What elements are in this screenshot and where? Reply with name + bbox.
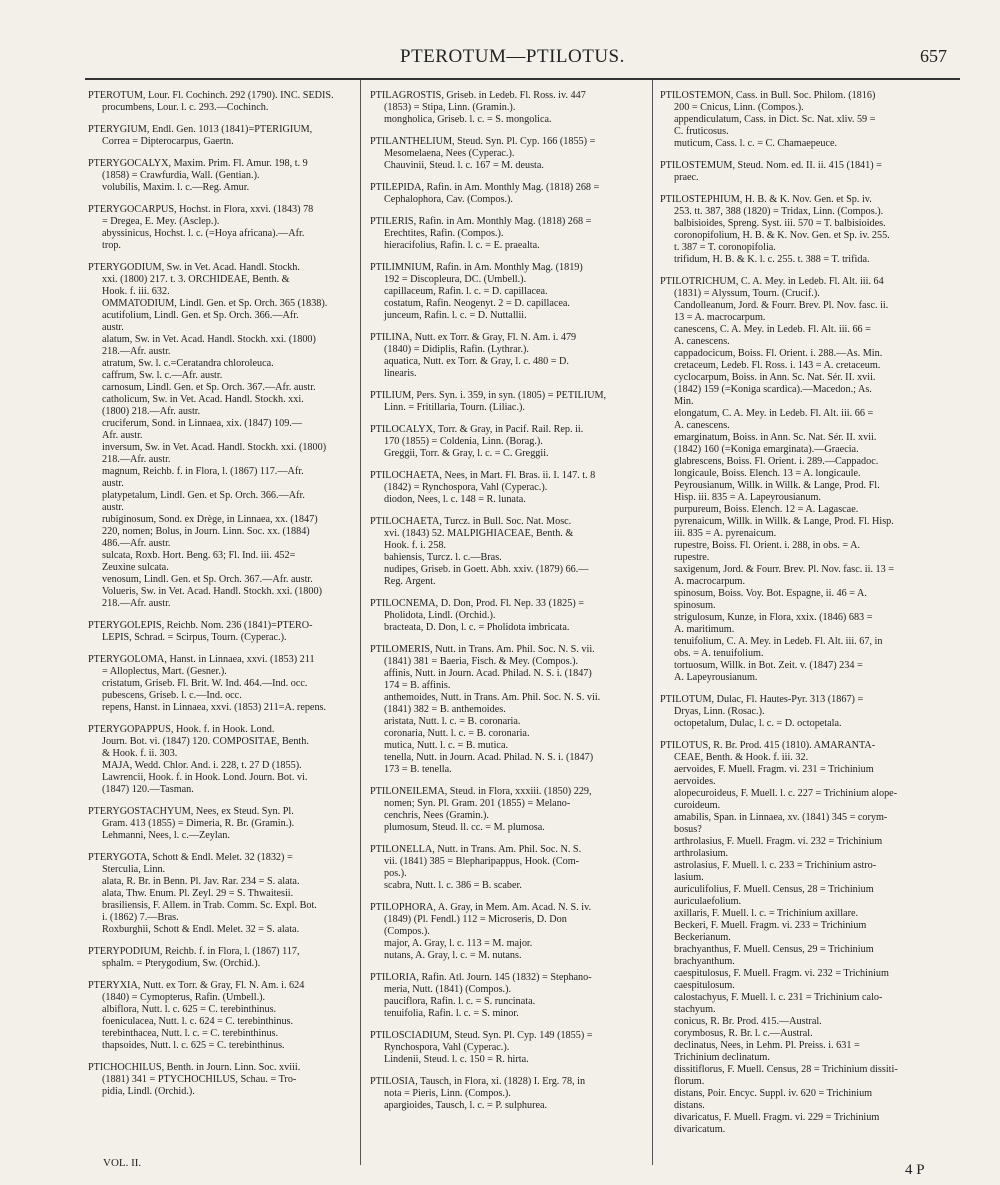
entry-line: spinosum. (674, 600, 716, 611)
entry-line: austr. (102, 478, 124, 489)
entry-headword-line: PTICHOCHILUS, Benth. in Journ. Linn. Soc. xviii. (88, 1062, 301, 1073)
entry-line: plumosum, Steud. ll. cc. = M. plumosa. (384, 822, 545, 833)
entry-line: 218.—Afr. austr. (102, 454, 171, 465)
entry-line: 253. tt. 387, 388 (1820) = Tridax, Linn. (Compos.). (674, 206, 884, 217)
entry-headword-line: PTILOTRICHUM, C. A. Mey. in Ledeb. Fl. Alt. iii. 64 (660, 276, 884, 287)
entry-line: 173 = B. tenella. (384, 764, 452, 775)
entry-headword-line: PTERYGOLOMA, Hanst. in Linnaea, xxvi. (1853) 211 (88, 654, 315, 665)
entry-headword-line: PTERYGOSTACHYUM, Nees, ex Steud. Syn. Pl. (88, 806, 294, 817)
entry-line: (1842) 160 (=Koniga emarginata).—Graecia. (674, 444, 859, 455)
entry-line: Erechtites, Rafin. (Compos.). (384, 228, 504, 239)
entry-line: Zeuxine sulcata. (102, 562, 169, 573)
column-3 (660, 90, 960, 1146)
entry-line: 170 (1855) = Coldenia, Linn. (Borag.). (384, 436, 543, 447)
entry-line: anthemoides, Nutt. in Trans. Am. Phil. Soc. N. S. vii. (384, 692, 601, 703)
entry-line: aquatica, Nutt. ex Torr. & Gray, l. c. 480 = D. (384, 356, 569, 367)
entry-line: Trichinium declinatum. (674, 1052, 770, 1063)
entry-line: linearis. (384, 368, 417, 379)
entry-headword-line: PTERYGOLEPIS, Reichb. Nom. 236 (1841)=PTERO- (88, 620, 313, 631)
entry-line: diodon, Nees, l. c. 148 = R. lunata. (384, 494, 526, 505)
dictionary-entry (370, 644, 645, 776)
entry-line: Dryas, Linn. (Rosac.). (674, 706, 765, 717)
entry-headword-line: PTERYGOCARPUS, Hochst. in Flora, xxvi. (1843) 78 (88, 204, 314, 215)
entry-headword-line: PTILOSTEPHIUM, H. B. & K. Nov. Gen. et Sp. iv. (660, 194, 872, 205)
entry-headword-line: PTILOCALYX, Torr. & Gray, in Pacif. Rail. Rep. ii. (370, 424, 584, 435)
dictionary-entry (370, 262, 645, 322)
entry-line: vii. (1841) 385 = Blepharipappus, Hook. (Com- (384, 856, 580, 867)
entry-line: apargioides, Tausch, l. c. = P. sulphurea. (384, 1100, 548, 1111)
entry-line: amabilis, Span. in Linnaea, xv. (1841) 345 = corym- (674, 812, 888, 823)
entry-line: (Compos.). (384, 926, 430, 937)
entry-headword-line: PTILANTHELIUM, Steud. Syn. Pl. Cyp. 166 (1855) = (370, 136, 596, 147)
entry-line: Pholidota, Lindl. (Orchid.). (384, 610, 496, 621)
entry-line: Correa = Dipterocarpus, Gaertn. (102, 136, 234, 147)
dictionary-entry (370, 902, 645, 962)
dictionary-entry (660, 694, 960, 730)
entry-line: divaricatum. (674, 1124, 726, 1135)
entry-line: carnosum, Lindl. Gen. et Sp. Orch. 367.—Afr. austr. (102, 382, 316, 393)
entry-headword-line: PTILERIS, Rafin. in Am. Monthly Mag. (1818) 268 = (370, 216, 592, 227)
entry-line: Sterculia, Linn. (102, 864, 166, 875)
entry-headword-line: PTERYGIUM, Endl. Gen. 1013 (1841)=PTERIGIUM, (88, 124, 313, 135)
dictionary-entry (660, 194, 960, 266)
entry-line: austr. (102, 322, 124, 333)
entry-line: (1881) 341 = PTYCHOCHILUS, Schau. = Tro- (102, 1074, 297, 1085)
entry-line: alata, R. Br. in Benn. Pl. Jav. Rar. 234 = S. alata. (102, 876, 300, 887)
entry-line: rupestre. (674, 552, 710, 563)
entry-line: (1849) (Pl. Fendl.) 112 = Microseris, D. Don (384, 914, 567, 925)
entry-line: platypetalum, Lindl. Gen. et Sp. Orch. 366.—Afr. (102, 490, 305, 501)
entry-headword-line: PTILOCHAETA, Nees, in Mart. Fl. Bras. ii. I. 147. t. 8 (370, 470, 596, 481)
entry-line: acutifolium, Lindl. Gen. et Sp. Orch. 366.—Afr. (102, 310, 299, 321)
entry-headword-line: PTILOMERIS, Nutt. in Trans. Am. Phil. Soc. N. S. vii. (370, 644, 595, 655)
entry-headword-line: PTILIMNIUM, Rafin. in Am. Monthly Mag. (1819) (370, 262, 583, 273)
entry-line: glabrescens, Boiss. Fl. Orient. i. 289.—Cappadoc. (674, 456, 879, 467)
entry-line: Peyrousianum, Willk. in Willk. & Lange, Prod. Fl. (674, 480, 880, 491)
entry-line: saxigenum, Jord. & Fourr. Brev. Pl. Nov. fasc. ii. 13 = (674, 564, 895, 575)
entry-line: atratum, Sw. l. c.=Ceratandra chloroleuca. (102, 358, 274, 369)
entry-line: caespitulosus, F. Muell. Fragm. vi. 232 = Trichinium (674, 968, 889, 979)
entry-line: cruciferum, Sond. in Linnaea, xix. (1847) 109.— (102, 418, 303, 429)
entry-line: tortuosum, Willk. in Bot. Zeit. v. (1847) 234 = (674, 660, 863, 671)
dictionary-entry (660, 740, 960, 1136)
entry-line: abyssinicus, Hochst. l. c. (=Hoya africana).—Afr. (102, 228, 305, 239)
entry-line: (1841) 382 = B. anthemoides. (384, 704, 506, 715)
entry-line: A. canescens. (674, 420, 730, 431)
entry-line: i. (1862) 7.—Bras. (102, 912, 179, 923)
dictionary-entry (88, 620, 355, 644)
entry-line: balbisioides, Spreng. Syst. iii. 570 = T. balbisioides. (674, 218, 886, 229)
entry-headword-line: PTILAGROSTIS, Griseb. in Ledeb. Fl. Ross. iv. 447 (370, 90, 586, 101)
header-rule (85, 78, 960, 80)
entry-line: = Dregea, E. Mey. (Asclep.). (102, 216, 220, 227)
entry-headword-line: PTILIUM, Pers. Syn. i. 359, in syn. (1805) = PETILIUM, (370, 390, 607, 401)
entry-line: Beckerianum. (674, 932, 731, 943)
entry-headword-line: PTILONEILEMA, Steud. in Flora, xxxiii. (1850) 229, (370, 786, 592, 797)
entry-headword-line: PTILOTUS, R. Br. Prod. 415 (1810). AMARANTA- (660, 740, 876, 751)
dictionary-entry (370, 972, 645, 1020)
entry-headword-line: PTILOSIA, Tausch, in Flora, xi. (1828) I. Erg. 78, in (370, 1076, 586, 1087)
entry-line: (1840) = Cymopterus, Rafin. (Umbell.). (102, 992, 266, 1003)
dictionary-entry (370, 786, 645, 834)
dictionary-entry (370, 470, 645, 506)
entry-line: A. macrocarpum. (674, 576, 745, 587)
entry-line: (1842) 159 (=Koniga scardica).—Macedon.; As. (674, 384, 872, 395)
entry-line: Lawrencii, Hook. f. in Hook. Lond. Journ. Bot. vi. (102, 772, 308, 783)
entry-headword-line: PTILOSTEMON, Cass. in Bull. Soc. Philom. (1816) (660, 90, 876, 101)
entry-line: arthrolasius, F. Muell. Fragm. vi. 232 = Trichinium (674, 836, 883, 847)
dictionary-entry (88, 946, 355, 970)
entry-line: (1842) = Rynchospora, Vahl (Cyperac.). (384, 482, 548, 493)
entry-headword-line: PTERYPODIUM, Reichb. f. in Flora, l. (1867) 117, (88, 946, 300, 957)
running-title: PTEROTUM—PTILOTUS. (400, 46, 625, 67)
entry-line: pos.). (384, 868, 407, 879)
page-number: 657 (920, 46, 947, 66)
entry-line: xvi. (1843) 52. MALPIGHIACEAE, Benth. & (384, 528, 574, 539)
entry-headword-line: PTERYGOPAPPUS, Hook. f. in Hook. Lond. (88, 724, 275, 735)
entry-line: junceum, Rafin. l. c. = D. Nuttallii. (384, 310, 527, 321)
entry-line: (1831) = Alyssum, Tourn. (Crucif.). (674, 288, 820, 299)
entry-line: 218.—Afr. austr. (102, 598, 171, 609)
entry-headword-line: PTILEPIDA, Rafin. in Am. Monthly Mag. (1818) 268 = (370, 182, 600, 193)
dictionary-entry (370, 424, 645, 460)
dictionary-entry (370, 1076, 645, 1112)
entry-line: Chauvinii, Steud. l. c. 167 = M. deusta. (384, 160, 544, 171)
entry-line: costatum, Rafin. Neogenyt. 2 = D. capillacea. (384, 298, 570, 309)
entry-line: Cephalophora, Cav. (Compos.). (384, 194, 513, 205)
entry-line: catholicum, Sw. in Vet. Acad. Handl. Stockh. xxi. (102, 394, 304, 405)
entry-line: rupestre, Boiss. Fl. Orient. i. 288, in obs. = A. (674, 540, 861, 551)
entry-headword-line: PTILOSTEMUM, Steud. Nom. ed. II. ii. 415 (1841) = (660, 160, 882, 171)
entry-line: obs. = A. tenuifolium. (674, 648, 764, 659)
entry-line: strigulosum, Kunze, in Flora, xxix. (1846) 683 = (674, 612, 873, 623)
entry-line: A. Lapeyrousianum. (674, 672, 758, 683)
entry-line: divaricatus, F. Muell. Fragm. vi. 229 = Trichinium (674, 1112, 880, 1123)
entry-line: (1840) = Didiplis, Rafin. (Lythrar.). (384, 344, 529, 355)
entry-line: scabra, Nutt. l. c. 386 = B. scaber. (384, 880, 522, 891)
entry-line: trop. (102, 240, 121, 251)
entry-headword-line: PTERYGODIUM, Sw. in Vet. Acad. Handl. Stockh. (88, 262, 300, 273)
entry-line: caffrum, Sw. l. c.—Afr. austr. (102, 370, 223, 381)
entry-line: Candolleanum, Jord. & Fourr. Brev. Pl. Nov. fasc. ii. (674, 300, 889, 311)
entry-line: Roxburghii, Schott & Endl. Melet. 32 = S. alata. (102, 924, 300, 935)
signature-mark: 4 P (905, 1162, 925, 1178)
dictionary-entry (88, 262, 355, 610)
entry-line: sphalm. = Pterygodium, Sw. (Orchid.). (102, 958, 261, 969)
entry-line: praec. (674, 172, 699, 183)
entry-line: astrolasius, F. Muell. l. c. 233 = Trichinium astro- (674, 860, 877, 871)
entry-line: trifidum, H. B. & K. l. c. 255. t. 388 = T. trifida. (674, 254, 870, 265)
dictionary-entry (370, 136, 645, 172)
entry-line: bahiensis, Turcz. l. c.—Bras. (384, 552, 502, 563)
entry-line: (1847) 120.—Tasman. (102, 784, 194, 795)
entry-line: aervoides, F. Muell. Fragm. vi. 231 = Trichinium (674, 764, 874, 775)
entry-line: affinis, Nutt. in Journ. Acad. Philad. N. S. i. (1847) (384, 668, 592, 679)
entry-line: nota = Pieris, Linn. (Compos.). (384, 1088, 511, 1099)
entry-line: aervoides. (674, 776, 716, 787)
entry-line: auriculifolius, F. Muell. Census, 28 = Trichinium (674, 884, 874, 895)
entry-line: 218.—Afr. austr. (102, 346, 171, 357)
entry-line: muticum, Cass. l. c. = C. Chamaepeuce. (674, 138, 838, 149)
column-2 (370, 90, 645, 1122)
entry-line: CEAE, Benth. & Hook. f. iii. 32. (674, 752, 809, 763)
entry-line: iii. 835 = A. pyrenaicum. (674, 528, 777, 539)
entry-line: foeniculacea, Nutt. l. c. 624 = C. terebinthinus. (102, 1016, 294, 1027)
entry-line: lasium. (674, 872, 704, 883)
entry-line: Hook. f. iii. 632. (102, 286, 170, 297)
entry-line: major, A. Gray, l. c. 113 = M. major. (384, 938, 533, 949)
entry-line: caespitulosum. (674, 980, 735, 991)
entry-line: mongholica, Griseb. l. c. = S. mongolica. (384, 114, 552, 125)
entry-line: alata, Thw. Enum. Pl. Zeyl. 29 = S. Thwaitesii. (102, 888, 294, 899)
entry-line: xxi. (1800) 217. t. 3. ORCHIDEAE, Benth. & (102, 274, 290, 285)
entry-line: terebinthacea, Nutt. l. c. = C. terebinthinus. (102, 1028, 279, 1039)
volume-label: VOL. II. (103, 1157, 142, 1169)
entry-line: hieracifolius, Rafin. l. c. = E. praealta. (384, 240, 540, 251)
dictionary-entry (88, 1062, 355, 1098)
dictionary-entry (370, 332, 645, 380)
entry-line: elongatum, C. A. Mey. in Ledeb. Fl. Alt. iii. 66 = (674, 408, 874, 419)
entry-headword-line: PTERYXIA, Nutt. ex Torr. & Gray, Fl. N. Am. i. 624 (88, 980, 305, 991)
dictionary-entry (660, 276, 960, 684)
entry-headword-line: PTILOPHORA, A. Gray, in Mem. Am. Acad. N. S. iv. (370, 902, 592, 913)
entry-line: Mesomelaena, Nees (Cyperac.). (384, 148, 515, 159)
dictionary-entry (660, 90, 960, 150)
entry-line: albiflora, Nutt. l. c. 625 = C. terebinthinus. (102, 1004, 277, 1015)
entry-headword-line: PTERYGOTA, Schott & Endl. Melet. 32 (1832) = (88, 852, 293, 863)
entry-line: (1853) = Stipa, Linn. (Gramin.). (384, 102, 516, 113)
entry-line: longicaule, Boiss. Elench. 13 = A. longicaule. (674, 468, 861, 479)
entry-headword-line: PTILONELLA, Nutt. in Trans. Am. Phil. Soc. N. S. (370, 844, 582, 855)
entry-line: Lehmanni, Nees, l. c.—Zeylan. (102, 830, 230, 841)
dictionary-entry (88, 980, 355, 1052)
entry-line: Hisp. iii. 835 = A. Lapeyrousianum. (674, 492, 821, 503)
entry-line: canescens, C. A. Mey. in Ledeb. Fl. Alt. iii. 66 = (674, 324, 871, 335)
entry-line: A. canescens. (674, 336, 730, 347)
entry-line: magnum, Reichb. f. in Flora, l. (1867) 117.—Afr. (102, 466, 304, 477)
dictionary-entry (660, 160, 960, 184)
entry-line: Reg. Argent. (384, 576, 436, 587)
entry-line: volubilis, Maxim. l. c.—Reg. Amur. (102, 182, 250, 193)
entry-line: bosus? (674, 824, 702, 835)
entry-line: Linn. = Fritillaria, Tourn. (Liliac.). (384, 402, 525, 413)
entry-line: aristata, Nutt. l. c. = B. coronaria. (384, 716, 521, 727)
dictionary-entry (88, 124, 355, 148)
entry-line: Afr. austr. (102, 430, 143, 441)
entry-line: distans. (674, 1100, 705, 1111)
entry-line: & Hook. f. ii. 303. (102, 748, 178, 759)
entry-line: capillaceum, Rafin. l. c. = D. capillacea. (384, 286, 548, 297)
entry-line: A. maritimum. (674, 624, 735, 635)
entry-line: alatum, Sw. in Vet. Acad. Handl. Stockh. xxi. (1800) (102, 334, 316, 345)
entry-line: tenella, Nutt. in Journ. Acad. Philad. N. S. i. (1847) (384, 752, 594, 763)
entry-line: cretaceum, Ledeb. Fl. Ross. i. 143 = A. cretaceum. (674, 360, 881, 371)
entry-headword-line: PTILOTUM, Dulac, Fl. Hautes-Pyr. 313 (1867) = (660, 694, 864, 705)
entry-line: curoideum. (674, 800, 721, 811)
entry-line: pidia, Lindl. (Orchid.). (102, 1086, 195, 1097)
entry-line: 13 = A. macrocarpum. (674, 312, 766, 323)
entry-line: Beckeri, F. Muell. Fragm. vi. 233 = Trichinium (674, 920, 867, 931)
entry-line: OMMATODIUM, Lindl. Gen. et Sp. Orch. 365 (1838). (102, 298, 328, 309)
entry-headword-line: PTILOSCIADIUM, Steud. Syn. Pl. Cyp. 149 (1855) = (370, 1030, 593, 1041)
entry-line: Lindenii, Steud. l. c. 150 = R. hirta. (384, 1054, 529, 1065)
entry-line: calostachyus, F. Muell. l. c. 231 = Trichinium calo- (674, 992, 883, 1003)
dictionary-entry (370, 90, 645, 126)
entry-line: austr. (102, 502, 124, 513)
entry-line: appendiculatum, Cass. in Dict. Sc. Nat. xliv. 59 = (674, 114, 876, 125)
entry-line: emarginatum, Boiss. in Ann. Sc. Nat. Sér. II. xvii. (674, 432, 877, 443)
entry-line: arthrolasium. (674, 848, 729, 859)
entry-line: nudipes, Griseb. in Goett. Abh. xxiv. (1879) 66.— (384, 564, 589, 575)
dictionary-entry (88, 654, 355, 714)
entry-line: conicus, R. Br. Prod. 415.—Austral. (674, 1016, 822, 1027)
entry-line: (1858) = Crawfurdia, Wall. (Gentian.). (102, 170, 260, 181)
entry-line: Journ. Bot. vi. (1847) 120. COMPOSITAE, Benth. (102, 736, 309, 747)
dictionary-entry (370, 182, 645, 206)
entry-line: MAJA, Wedd. Chlor. And. i. 228, t. 27 D (1855). (102, 760, 302, 771)
column-divider (360, 80, 361, 1165)
entry-line: (1841) 381 = Baeria, Fisch. & Mey. (Compos.). (384, 656, 579, 667)
entry-line: cenchris, Nees (Gramin.). (384, 810, 489, 821)
entry-line: cyclocarpum, Boiss. in Ann. Sc. Nat. Sér. II. xvii. (674, 372, 876, 383)
entry-line: C. fruticosus. (674, 126, 729, 137)
entry-line: venosum, Lindl. Gen. et Sp. Orch. 367.—Afr. austr. (102, 574, 313, 585)
entry-line: = Alloplectus, Mart. (Gesner.). (102, 666, 227, 677)
entry-line: Min. (674, 396, 694, 407)
dictionary-entry (370, 216, 645, 252)
entry-line: 200 = Cnicus, Linn. (Compos.). (674, 102, 804, 113)
entry-line: (1800) 218.—Afr. austr. (102, 406, 201, 417)
entry-headword-line: PTILOCNEMA, D. Don, Prod. Fl. Nep. 33 (1825) = (370, 598, 585, 609)
entry-line: tenuifolium, C. A. Mey. in Ledeb. Fl. Alt. iii. 67, in (674, 636, 883, 647)
entry-headword-line: PTEROTUM, Lour. Fl. Cochinch. 292 (1790). INC. SEDIS. (88, 90, 334, 101)
dictionary-entry (370, 598, 645, 634)
entry-line: Greggii, Torr. & Gray, l. c. = C. Greggii. (384, 448, 549, 459)
entry-line: thapsoides, Nutt. l. c. 625 = C. terebinthinus. (102, 1040, 285, 1051)
entry-line: florum. (674, 1076, 705, 1087)
entry-line: sulcata, Roxb. Hort. Beng. 63; Fl. Ind. iii. 452= (102, 550, 296, 561)
entry-line: procumbens, Lour. l. c. 293.—Cochinch. (102, 102, 269, 113)
entry-line: nutans, A. Gray, l. c. = M. nutans. (384, 950, 522, 961)
entry-line: mutica, Nutt. l. c. = B. mutica. (384, 740, 509, 751)
entry-line: pyrenaicum, Willk. in Willk. & Lange, Prod. Fl. Hisp. (674, 516, 894, 527)
entry-line: inversum, Sw. in Vet. Acad. Handl. Stockh. xxi. (1800) (102, 442, 327, 453)
dictionary-entry (88, 724, 355, 796)
dictionary-entry (88, 90, 355, 114)
entry-headword-line: PTILINA, Nutt. ex Torr. & Gray, Fl. N. Am. i. 479 (370, 332, 577, 343)
entry-line: corymbosus, R. Br. l. c.—Austral. (674, 1028, 813, 1039)
entry-line: bracteata, D. Don, l. c. = Pholidota imbricata. (384, 622, 570, 633)
dictionary-entry (370, 844, 645, 892)
dictionary-entry (88, 806, 355, 842)
entry-line: Hook. f. i. 258. (384, 540, 446, 551)
dictionary-entry (88, 204, 355, 252)
dictionary-entry (88, 852, 355, 936)
entry-line: axillaris, F. Muell. l. c. = Trichinium axillare. (674, 908, 859, 919)
entry-line: dissitiflorus, F. Muell. Census, 28 = Trichinium dissiti- (674, 1064, 898, 1075)
entry-line: brachyanthus, F. Muell. Census, 29 = Trichinium (674, 944, 874, 955)
entry-line: coronopifolium, H. B. & K. Nov. Gen. et Sp. iv. 255. (674, 230, 890, 241)
entry-line: LEPIS, Schrad. = Scirpus, Tourn. (Cyperac.). (102, 632, 287, 643)
column-1 (88, 90, 355, 1108)
entry-line: Gram. 413 (1855) = Dimeria, R. Br. (Gramin.). (102, 818, 295, 829)
entry-line: auriculaefolium. (674, 896, 742, 907)
dictionary-entry (370, 516, 645, 588)
entry-line: alopecuroideus, F. Muell. l. c. 227 = Trichinium alope- (674, 788, 898, 799)
entry-line: rubiginosum, Sond. ex Drège, in Linnaea, xx. (1847) (102, 514, 318, 525)
entry-line: pauciflora, Rafin. l. c. = S. runcinata. (384, 996, 536, 1007)
entry-line: coronaria, Nutt. l. c. = B. coronaria. (384, 728, 530, 739)
page-header (0, 38, 1000, 78)
entry-line: spinosum, Boiss. Voy. Bot. Espagne, ii. 46 = A. (674, 588, 867, 599)
entry-line: Volueris, Sw. in Vet. Acad. Handl. Stockh. xxi. (1800) (102, 586, 322, 597)
entry-line: cappadocicum, Boiss. Fl. Orient. i. 288.—As. Min. (674, 348, 883, 359)
entry-line: tenuifolia, Rafin. l. c. = S. minor. (384, 1008, 519, 1019)
entry-line: Rynchospora, Vahl (Cyperac.). (384, 1042, 510, 1053)
entry-line: declinatus, Nees, in Lehm. Pl. Preiss. i. 631 = (674, 1040, 860, 1051)
entry-line: purpureum, Boiss. Elench. 12 = A. Lagascae. (674, 504, 859, 515)
entry-line: 174 = B. affinis. (384, 680, 451, 691)
entry-line: repens, Hanst. in Linnaea, xxvi. (1853) 211=A. repens. (102, 702, 327, 713)
entry-headword-line: PTERYGOCALYX, Maxim. Prim. Fl. Amur. 198, t. 9 (88, 158, 308, 169)
entry-line: octopetalum, Dulac, l. c. = D. octopetala. (674, 718, 842, 729)
entry-line: nomen; Syn. Pl. Gram. 201 (1855) = Melano- (384, 798, 571, 809)
entry-headword-line: PTILORIA, Rafin. Atl. Journ. 145 (1832) = Stephano- (370, 972, 592, 983)
dictionary-entry (88, 158, 355, 194)
entry-line: t. 387 = T. coronopifolia. (674, 242, 776, 253)
dictionary-entry (370, 1030, 645, 1066)
entry-line: brachyanthum. (674, 956, 735, 967)
column-divider (652, 80, 653, 1165)
dictionary-entry (370, 390, 645, 414)
entry-line: distans, Poir. Encyc. Suppl. iv. 620 = Trichinium (674, 1088, 873, 1099)
entry-line: meria, Nutt. (1841) (Compos.). (384, 984, 512, 995)
entry-line: pubescens, Griseb. l. c.—Ind. occ. (102, 690, 242, 701)
entry-line: brasiliensis, F. Allem. in Trab. Comm. Sc. Expl. Bot. (102, 900, 317, 911)
entry-line: 192 = Discopleura, DC. (Umbell.). (384, 274, 527, 285)
entry-line: cristatum, Griseb. Fl. Brit. W. Ind. 464.—Ind. occ. (102, 678, 308, 689)
entry-line: 486.—Afr. austr. (102, 538, 171, 549)
entry-line: 220, nomen; Bolus, in Journ. Linn. Soc. xx. (1884) (102, 526, 310, 537)
entry-line: stachyum. (674, 1004, 716, 1015)
entry-headword-line: PTILOCHAETA, Turcz. in Bull. Soc. Nat. Mosc. (370, 516, 572, 527)
